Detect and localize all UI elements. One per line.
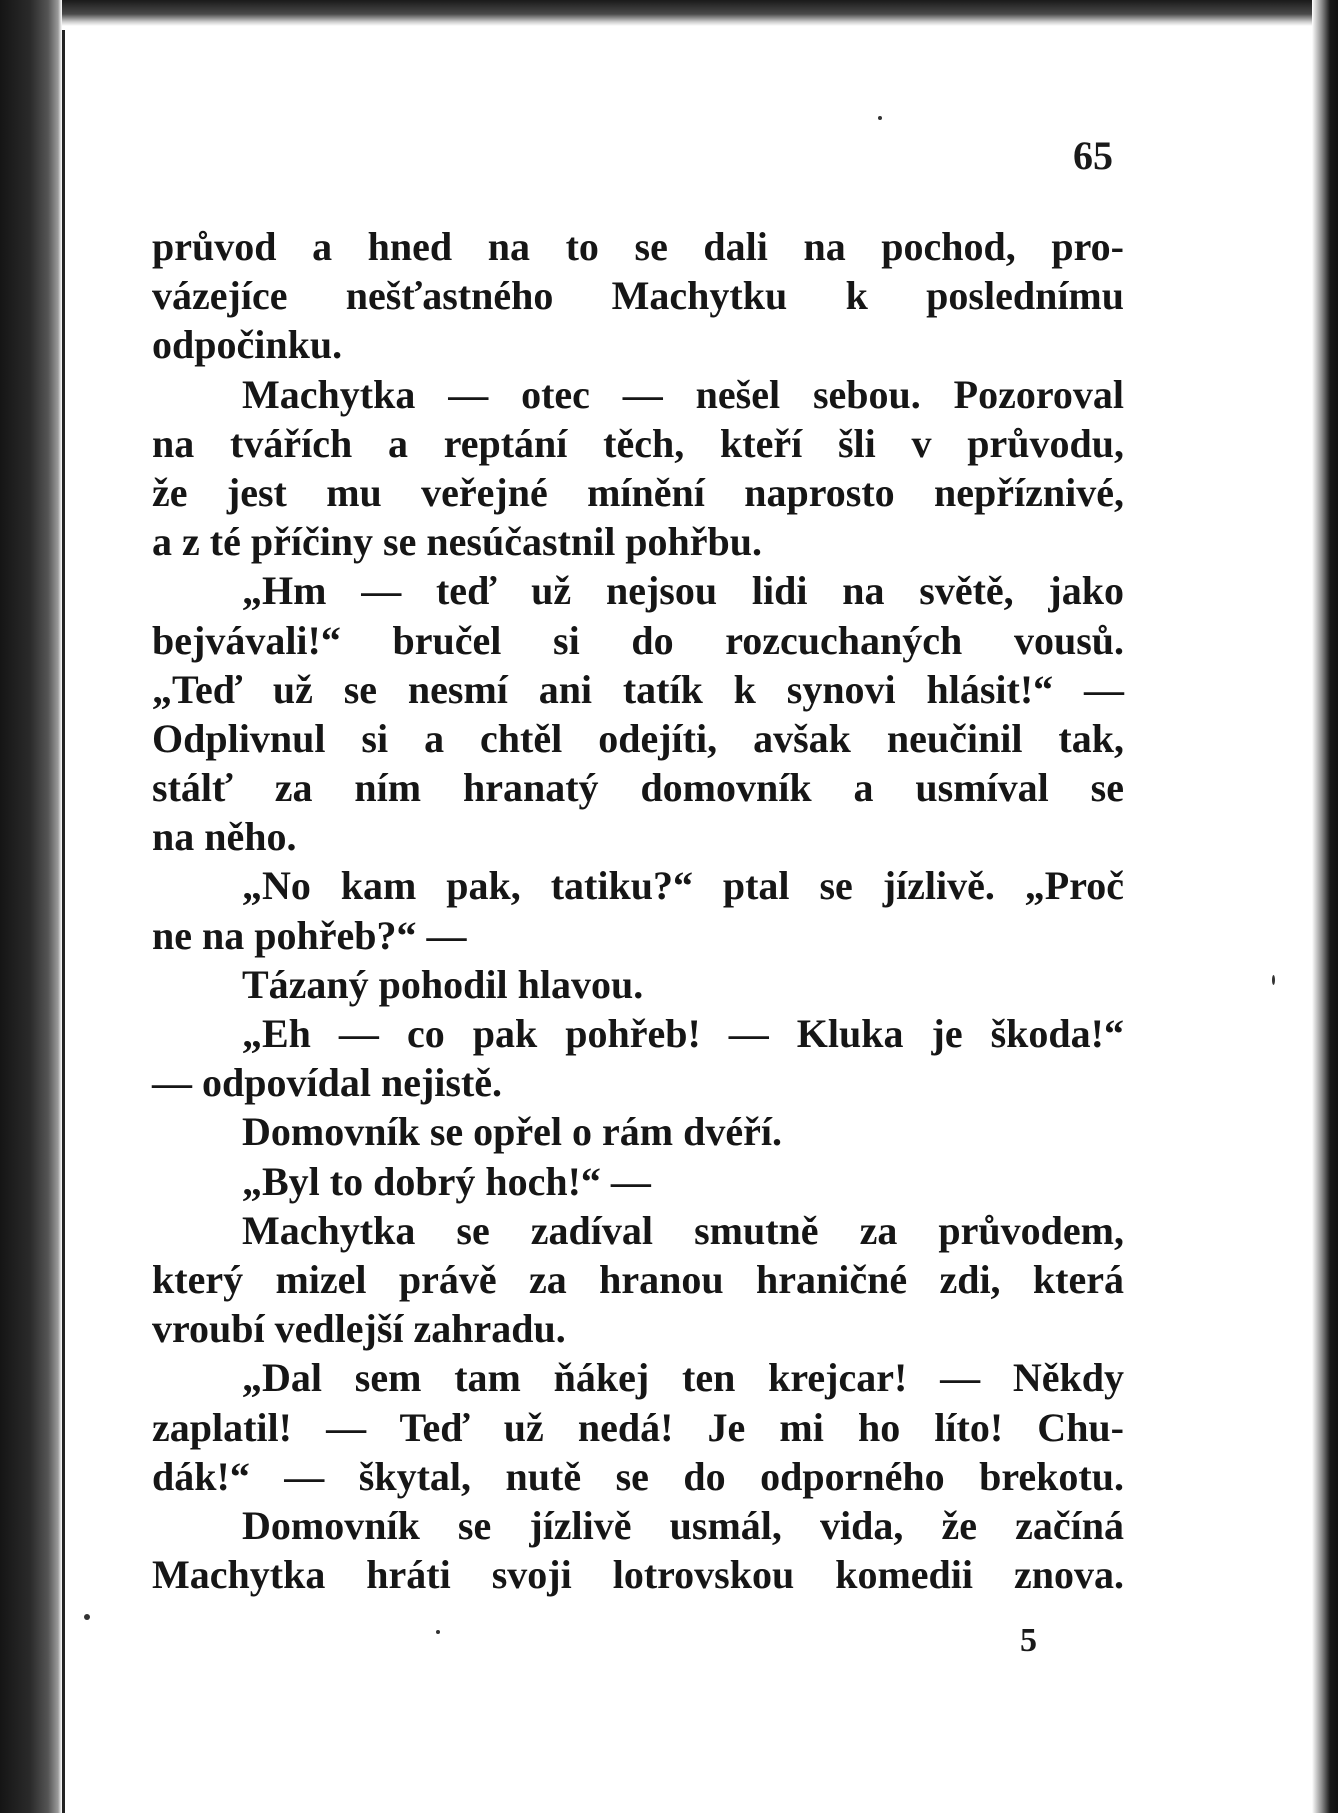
page-top-shadow (0, 0, 1338, 26)
text-line: bejvávali!“ bručel si do rozcuchaných vousů. (152, 617, 1124, 663)
text-line: Domovník se opřel o rám dvéří. (242, 1109, 782, 1155)
text-line: že jest mu veřejné mínění naprosto nepříznivé, (152, 469, 1124, 515)
text-line: Machytka — otec — nešel sebou. Pozoroval (242, 371, 1124, 417)
text-line: — odpovídal nejistě. (152, 1060, 503, 1106)
text-line: „Byl to dobrý hoch!“ — (242, 1158, 651, 1204)
print-speck (1272, 975, 1275, 985)
page-number: 65 (1073, 133, 1113, 178)
text-line: odpočinku. (152, 322, 343, 368)
print-speck (878, 116, 882, 120)
page-right-shadow (1312, 0, 1338, 1813)
text-line: Domovník se jízlivě usmál, vida, že začíná (242, 1502, 1124, 1548)
text-line: Machytka hráti svoji lotrovskou komedii znova. (152, 1552, 1124, 1598)
print-speck (436, 1630, 440, 1634)
book-text-block (152, 222, 1124, 1599)
text-line: který mizel právě za hranou hraničné zdi, která (152, 1256, 1124, 1302)
text-line: Odplivnul si a chtěl odejíti, avšak neučinil tak, (152, 715, 1124, 761)
text-line: „Eh — co pak pohřeb! — Kluka je škoda!“ (242, 1011, 1124, 1056)
text-line: „Hm — teď už nejsou lidi na světě, jako (242, 568, 1124, 614)
text-line: dák!“ — škytal, nutě se do odporného brekotu. (152, 1453, 1124, 1499)
printer-signature-mark: 5 (1020, 1622, 1037, 1659)
text-line: vroubí vedlejší zahradu. (152, 1306, 566, 1352)
text-line: a z té příčiny se nesúčastnil pohřbu. (152, 519, 763, 565)
text-line: vázejíce nešťastného Machytku k poslednímu (152, 273, 1124, 319)
text-line: průvod a hned na to se dali na pochod, pro- (152, 224, 1124, 269)
text-line: na něho. (152, 814, 297, 860)
text-line: ne na pohřeb?“ — (152, 912, 467, 958)
book-binding-shadow (0, 0, 62, 1813)
text-line: Tázaný pohodil hlavou. (242, 961, 644, 1007)
text-line: „No kam pak, tatiku?“ ptal se jízlivě. „Proč (242, 863, 1124, 909)
text-line: Machytka se zadíval smutně za průvodem, (242, 1207, 1124, 1253)
text-line: zaplatil! — Teď už nedá! Je mi ho líto! Chu- (152, 1404, 1124, 1450)
binding-edge-line (62, 30, 65, 1813)
text-line: „Dal sem tam ňákej ten krejcar! — Někdy (242, 1355, 1124, 1401)
print-speck (84, 1614, 90, 1620)
text-line: „Teď už se nesmí ani tatík k synovi hlásit!“ — (152, 666, 1124, 712)
text-line: na tvářích a reptání těch, kteří šli v průvodu, (152, 420, 1124, 466)
text-line: stálť za ním hranatý domovník a usmíval se (152, 765, 1124, 811)
